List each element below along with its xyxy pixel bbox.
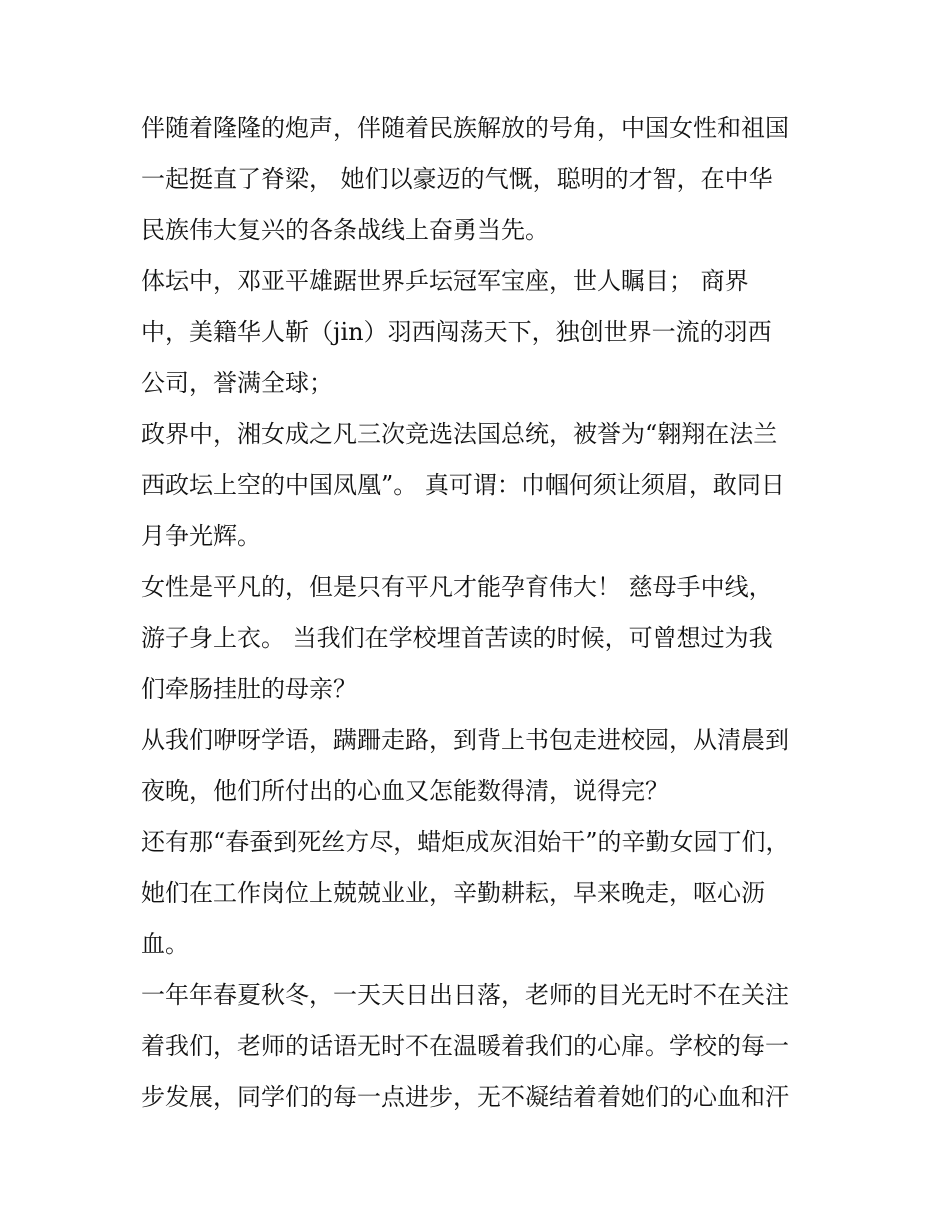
text-line: 着我们，老师的话语无时不在温暖着我们的心扉。学校的每一 bbox=[141, 1032, 789, 1060]
text-line: 血。 bbox=[141, 930, 189, 958]
text-line: 一年年春夏秋冬，一天天日出日落，老师的目光无时不在关注 bbox=[141, 981, 789, 1009]
body-text bbox=[141, 103, 817, 1123]
text-line: 公司，誉满全球； bbox=[141, 369, 333, 397]
text-line: 们牵肠挂肚的母亲？ bbox=[141, 675, 357, 703]
text-line: 体坛中，邓亚平雄踞世界乒坛冠军宝座，世人瞩目； 商界 bbox=[141, 267, 749, 295]
text-line: 还有那“春蚕到死丝方尽，蜡炬成灰泪始干”的辛勤女园丁们， bbox=[141, 828, 790, 856]
text-line: 伴随着隆隆的炮声，伴随着民族解放的号角，中国女性和祖国 bbox=[141, 114, 789, 142]
text-line: 她们在工作岗位上兢兢业业，辛勤耕耘，早来晚走，呕心沥 bbox=[141, 879, 765, 907]
text-line: 政界中，湘女成之凡三次竞选法国总统，被誉为“翱翔在法兰 bbox=[141, 420, 778, 448]
text-line: 从我们咿呀学语，蹒跚走路，到背上书包走进校园，从清晨到 bbox=[141, 726, 789, 754]
text-line: 月争光辉。 bbox=[141, 522, 261, 550]
text-line: 民族伟大复兴的各条战线上奋勇当先。 bbox=[141, 216, 549, 244]
text-line: 一起挺直了脊梁， 她们以豪迈的气慨，聪明的才智，在中华 bbox=[141, 165, 773, 193]
text-line: 夜晚，他们所付出的心血又怎能数得清，说得完？ bbox=[141, 777, 669, 805]
text-line: 游子身上衣。 当我们在学校埋首苦读的时候，可曾想过为我 bbox=[141, 624, 773, 652]
text-line: 步发展，同学们的每一点进步，无不凝结着着她们的心血和汗 bbox=[141, 1083, 789, 1111]
text-line: 中，美籍华人靳（jin）羽西闯荡天下，独创世界一流的羽西 bbox=[141, 318, 772, 346]
text-line: 西政坛上空的中国凤凰”。 真可谓：巾帼何须让须眉，敢同日 bbox=[141, 471, 785, 499]
text-line: 女性是平凡的，但是只有平凡才能孕育伟大！ 慈母手中线， bbox=[141, 573, 773, 601]
